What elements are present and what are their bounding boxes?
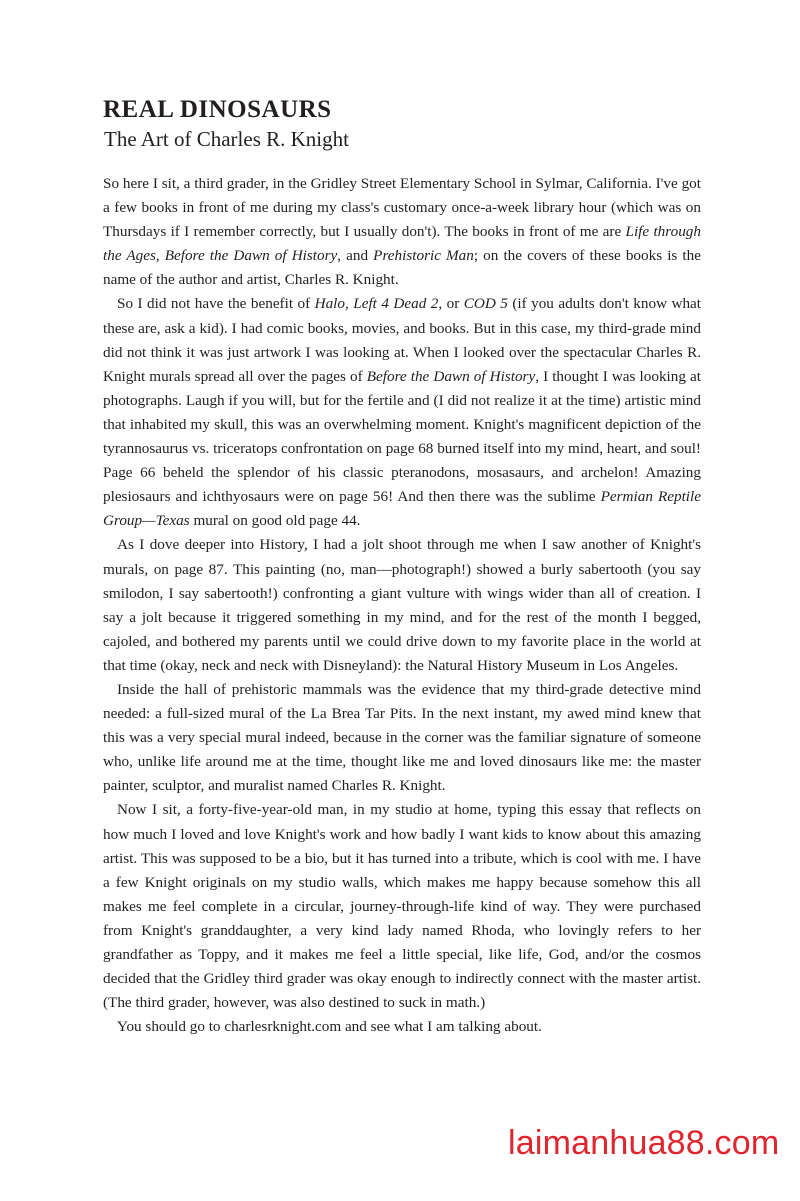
paragraph-text: , and [337,247,374,265]
italic-title: Left 4 Dead 2 [353,295,439,313]
paragraph-text: As I dove deeper into History, I had a jolt shoot through me when I saw another of Knight's murals, on page 87. This painting (no, man—photograph!) showed a burly sabertooth (you say smilodon, I say sabertooth!) confronting a giant vulture with wings wider than all of creation. I say a jolt because it triggered something in my mind, and for the rest of the month I begged, cajoled, and bothered my parents until we could drive down to my favorite place in the world at that time (okay, neck and neck with Disneyland): the Natural History Museum in Los Angeles. [103,536,701,674]
essay-paragraph [103,798,701,1015]
watermark: laimanhua88.com [508,1124,780,1162]
paragraph-text: So here I sit, a third grader, in the Gridley Street Elementary School in Sylmar, California. I've got a few books in front of me during my class's customary once-a-week library hour (which was on Thursdays if I remember correctly, but I usually don't). The books in front of me are [103,175,701,241]
paragraph-text: , or [438,295,464,313]
paragraph-text: , [345,295,354,313]
paragraph-text: ; on the covers of these books is the name of the author and artist, Charles R. Knight. [103,247,701,289]
paragraph-text: So I did not have the benefit of [117,295,315,313]
essay-paragraph [103,1015,701,1039]
italic-title: Permian Reptile Group—Texas [103,488,701,530]
essay-paragraph [103,533,701,678]
italic-title: COD 5 [463,295,508,313]
chapter-subtitle: The Art of Charles R. Knight [104,127,349,151]
paragraph-text: , [155,247,165,265]
italic-title: Prehistoric Man [373,247,474,265]
italic-title: Before the Dawn of History [164,247,338,265]
paragraph-text: (if you adults don't know what these are, ask a kid). I had comic books, movies, and books. But in this case, my third-grade mind did not think it was just artwork I was looking at. When I looked over the spectacular Charles R. Knight murals spread all over the pages of [103,295,702,385]
paragraph-text: Now I sit, a forty-five-year-old man, in my studio at home, typing this essay that reflects on how much I loved and love Knight's work and how badly I want kids to know about this amazing artist. This was supposed to be a bio, but it has turned into a tribute, which is cool with me. I have a few Knight originals on my studio walls, which makes me happy because somehow this all makes me feel complete in a circular, journey-through-life kind of way. They were purchased from Knight's granddaughter, a very kind lady named Rhoda, who lovingly refers to her grandfather as Toppy, and it makes me feel a little special, like life, God, and/or the cosmos decided that the Gridley third grader was okay enough to indirectly connect with the master artist. (The third grader, however, was also destined to suck in math.) [103,801,701,1012]
essay-paragraph [103,292,701,533]
chapter-title: REAL DINOSAURS [103,96,332,123]
essay-body [103,172,701,1039]
paragraph-text: You should go to charlesrknight.com and see what I am talking about. [117,1018,542,1036]
paragraph-text: , I thought I was looking at photographs. Laugh if you will, but for the fertile and (I did not realize it at the time) artistic mind that inhabited my skull, this was an overwhelming moment. Knight's magnificent depiction of the tyrannosaurus vs. triceratops confrontation on page 68 burned itself into my mind, heart, and soul! Page 66 beheld the splendor of his classic pteranodons, mosasaurs, and archelon! Amazing plesiosaurs and ichthyosaurs were on page 56! And then there was the sublime [103,367,701,506]
italic-title: Life through the Ages [103,223,701,265]
essay-paragraph [103,678,701,798]
essay-paragraph [103,172,701,292]
paragraph-text: mural on good old page 44. [189,512,361,530]
italic-title: Halo [314,295,345,313]
italic-title: Before the Dawn of History [366,367,536,385]
paragraph-text: Inside the hall of prehistoric mammals was the evidence that my third-grade detective mind needed: a full-sized mural of the La Brea Tar Pits. In the next instant, my awed mind knew that this was a very special mural indeed, because in the corner was the familiar signature of someone who, unlike life around me at the time, thought like me and loved dinosaurs like me: the master painter, sculptor, and muralist named Charles R. Knight. [103,680,701,795]
